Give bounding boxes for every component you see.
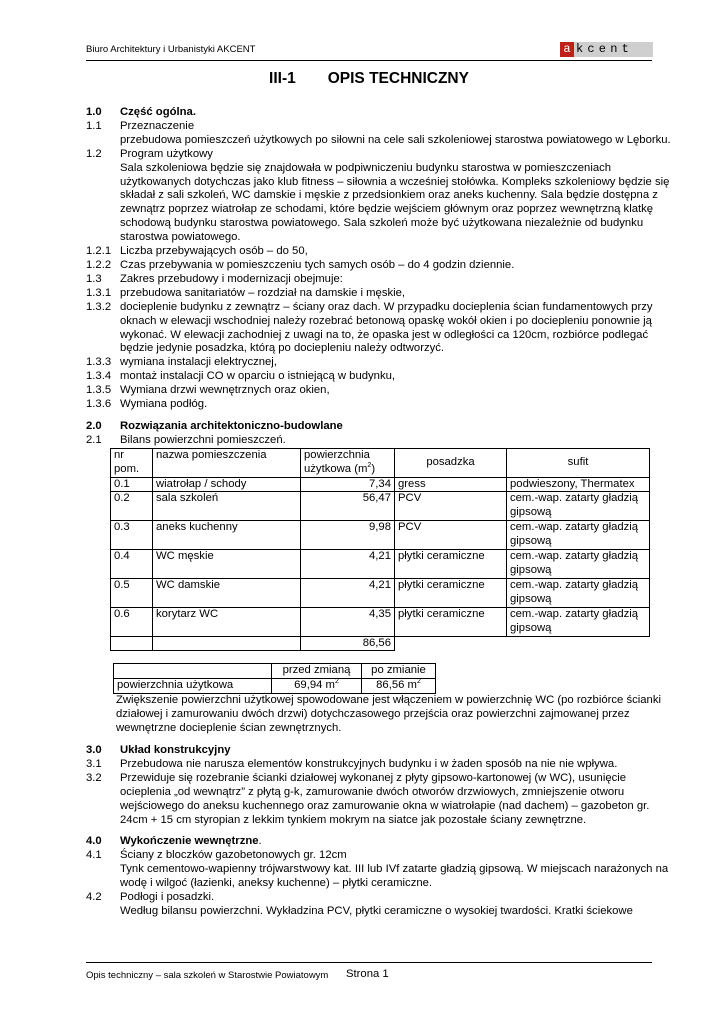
usable-area-comparison-table <box>113 663 436 694</box>
item-1-3-1 <box>86 287 674 301</box>
section-title: Wykończenie wewnętrzne <box>120 835 259 848</box>
header-room-name: nazwa pomieszczenia <box>153 448 301 477</box>
cell-nr: 0.3 <box>111 521 153 550</box>
header-floor: posadzka <box>395 448 507 477</box>
cell-nr: 0.5 <box>111 578 153 607</box>
section-title: Część ogólna. <box>120 106 196 118</box>
item-number: 1.3.6 <box>86 398 112 411</box>
item-text: Czas przebywania w pomieszczeniu tych samych osób – do 4 godzin dziennie. <box>120 258 515 271</box>
cell-area-after <box>362 679 436 694</box>
cell-floor: PCV <box>395 492 507 521</box>
header-ceiling: sufit <box>507 448 650 477</box>
item-4-2-text: Według bilansu powierzchni. Wykładzina PCV, płytki ceramiczne o wysokiej twardości. Kratki ściekowe <box>120 904 633 917</box>
item-3-2 <box>86 772 674 828</box>
cell-empty <box>153 636 301 651</box>
item-number: 1.3.2 <box>86 300 112 313</box>
footer-page-number: Strona 1 <box>346 968 389 980</box>
item-3-1 <box>86 758 674 772</box>
section-number: 2.0 <box>86 419 102 432</box>
title-number: III-1 <box>269 70 296 87</box>
item-number: 1.2 <box>86 147 102 160</box>
cell-ceiling: cem.-wap. zatarty gładzią gipsową <box>507 521 650 550</box>
item-text: Przewiduje się rozebranie ścianki działowej wykonanej z płyty gipsowo-kartonowej (w WC), usunięcie ocieplenia „od wewnątrz” z płytą g-k, zamurowanie dwóch otworów drzwiowych, zmniejszenie otworu wejściowego do aneksu kuchennego oraz zamurowanie okna w wiatrołapie (nad dachem) – gazobeton gr. 24cm + 15 cm styropian z lekkim tynkiem mokrym na siatce jak pozostałe ściany zewnętrzne. <box>120 771 650 826</box>
header-nr: nr pom. <box>111 448 153 477</box>
table-total-row <box>111 636 650 651</box>
item-number: 1.3 <box>86 272 102 285</box>
cell-floor: płytki ceramiczne <box>395 550 507 579</box>
item-title: Ściany z bloczków gazobetonowych gr. 12cm <box>120 849 347 862</box>
area-after-sup: 2 <box>416 678 421 686</box>
item-1-1 <box>86 120 674 134</box>
item-title: Przeznaczenie <box>120 119 195 132</box>
section-4-heading <box>86 835 674 849</box>
item-2-1 <box>86 434 674 448</box>
header-area <box>301 448 395 477</box>
cell-room-name: aneks kuchenny <box>153 521 301 550</box>
item-number: 1.2.2 <box>86 258 112 271</box>
section-3-heading <box>86 744 674 758</box>
item-4-1 <box>86 849 674 863</box>
item-1-3-4 <box>86 370 674 384</box>
item-1-2-2 <box>86 259 674 273</box>
item-number: 1.3.1 <box>86 286 112 299</box>
item-1-3-6 <box>86 398 674 412</box>
area-change-note: Zwiększenie powierzchni użytkowej spowodowane jest włączeniem w powierzchnię WC (po rozbiórce ścianki działowej i zamurowaniu dwóch drzwi) dotychczasowego przejścia oraz powierzchni zajmowanej przez wewnętrzne docieplenie ścian zewnętrznych. <box>116 694 661 735</box>
document-body <box>86 106 674 919</box>
item-1-2-text: Sala szkoleniowa będzie się znajdowała w podpiwniczeniu budynku starostwa w pomieszczeniach użytkowanych dotychczas jako klub fitness – siłownia a wcześniej stołówka. Kompleks szkoleniowy będzie się składał z sali szkoleń, WC damskie i męskie z przedsionkiem oraz aneks kuchenny. Sala będzie dostępna z zewnątrz poprzez wiatrołap ze schodami, które będzie wejściem głównym oraz poprzez wewnętrzną klatkę schodową budynku starostwa powiatowego. Sala szkoleń może być użytkowana niezależnie od budynku starostwa powiatowego. <box>120 161 670 244</box>
cell-total-area: 86,56 <box>301 636 395 651</box>
cell-floor: PCV <box>395 521 507 550</box>
section-title: Rozwiązania architektoniczno-budowlane <box>120 419 343 432</box>
footer-rule <box>86 962 652 963</box>
item-text: Przebudowa nie narusza elementów konstrukcyjnych budynku i w żaden sposób na nie nie wpływa. <box>120 757 618 770</box>
cell-room-name: WC damskie <box>153 578 301 607</box>
item-text: montaż instalacji CO w oparciu o istniejącą w budynku, <box>120 370 396 383</box>
header-area-end: ) <box>371 462 376 475</box>
item-text: wymiana instalacji elektrycznej, <box>120 356 277 369</box>
item-1-3-5 <box>86 384 674 398</box>
item-number: 2.1 <box>86 433 102 446</box>
table-row <box>111 607 650 636</box>
header-area-sup: 2 <box>367 461 372 469</box>
item-text: docieplenie budynku z zewnątrz – ściany oraz dach. W przypadku docieplenia ścian fundamentowych przy oknach w elewacji wschodniej należy rozebrać betonową opaskę wokół okien i po dociepleniu ponownie ją wykonać. W elewacji zachodniej z uwagi na to, że opaska jest w odległości ca 120cm, rozbiórce podlegać będzie jedynie posadzka, którą po dociepleniu należy odtworzyć. <box>120 300 653 355</box>
cell-empty <box>111 636 153 651</box>
cell-ceiling: cem.-wap. zatarty gładzią gipsową <box>507 578 650 607</box>
table-row <box>111 477 650 492</box>
header-after-change: po zmianie <box>362 664 436 679</box>
cell-floor: gress <box>395 477 507 492</box>
cell-ceiling: cem.-wap. zatarty gładzią gipsową <box>507 550 650 579</box>
item-1-2 <box>86 148 674 162</box>
item-text: Bilans powierzchni pomieszczeń. <box>120 433 286 446</box>
header-rule <box>86 60 652 61</box>
item-number: 3.1 <box>86 757 102 770</box>
cell-area: 4,35 <box>301 607 395 636</box>
cell-room-name: WC męskie <box>153 550 301 579</box>
item-number: 1.3.3 <box>86 356 112 369</box>
cell-area: 9,98 <box>301 521 395 550</box>
area-before-value: 69,94 m <box>294 679 335 692</box>
cell-usable-area-label: powierzchnia użytkowa <box>114 679 272 694</box>
cell-area: 4,21 <box>301 550 395 579</box>
table-row <box>111 492 650 521</box>
cell-nr: 0.6 <box>111 607 153 636</box>
header-before-change: przed zmianą <box>272 664 362 679</box>
item-number: 4.1 <box>86 849 102 862</box>
cell-ceiling: cem.-wap. zatarty gładzią gipsową <box>507 492 650 521</box>
table-header-row <box>111 448 650 477</box>
item-1-2-1 <box>86 245 674 259</box>
comparison-row <box>114 679 436 694</box>
item-text: przebudowa sanitariatów – rozdział na damskie i męskie, <box>120 286 406 299</box>
item-title: Program użytkowy <box>120 147 213 160</box>
cell-area-before <box>272 679 362 694</box>
cell-ceiling: podwieszony, Thermatex <box>507 477 650 492</box>
cell-floor: płytki ceramiczne <box>395 578 507 607</box>
cell-area: 56,47 <box>301 492 395 521</box>
header-org-name: Biuro Architektury i Urbanistyki AKCENT <box>86 44 256 55</box>
section-1-heading <box>86 106 674 120</box>
item-4-1-text: Tynk cementowo-wapienny trójwarstwowy kat. III lub IVf zatarte gładzią gipsową. W miejscach narażonych na wodę i wilgoć (łazienki, aneksy kuchenne) – płytki ceramiczne. <box>120 863 669 890</box>
section-2-heading <box>86 420 674 434</box>
page-title <box>86 70 652 88</box>
cell-nr: 0.2 <box>111 492 153 521</box>
title-text: OPIS TECHNICZNY <box>327 70 469 87</box>
cell-area: 4,21 <box>301 578 395 607</box>
cell-floor: płytki ceramiczne <box>395 607 507 636</box>
item-1-1-text: przebudowa pomieszczeń użytkowych po siłowni na cele sali szkoleniowej starostwa powiatowego w Lęborku. <box>120 133 671 146</box>
item-text: Liczba przebywających osób – do 50, <box>120 245 308 258</box>
footer-document-title: Opis techniczny – sala szkoleń w Starostwie Powiatowym <box>86 970 329 981</box>
cell-room-name: wiatrołap / schody <box>153 477 301 492</box>
item-title: Podłogi i posadzki. <box>120 891 215 904</box>
item-number: 3.2 <box>86 771 102 784</box>
header-area-text: powierzchnia użytkowa (m <box>304 448 370 475</box>
cell-area: 7,34 <box>301 477 395 492</box>
item-1-3-3 <box>86 356 674 370</box>
item-1-3 <box>86 273 674 287</box>
item-number: 1.3.5 <box>86 384 112 397</box>
cell-room-name: korytarz WC <box>153 607 301 636</box>
section-number: 3.0 <box>86 743 102 756</box>
item-text: Wymiana podłóg. <box>120 398 208 411</box>
item-1-3-2 <box>86 301 674 357</box>
logo-letters: kcent <box>574 42 653 57</box>
cell-empty <box>114 664 272 679</box>
comparison-header-row <box>114 664 436 679</box>
room-area-table <box>110 448 650 652</box>
section-number: 4.0 <box>86 835 102 848</box>
table-row <box>111 521 650 550</box>
area-before-sup: 2 <box>334 678 339 686</box>
section-number: 1.0 <box>86 106 102 118</box>
akcent-logo <box>560 42 653 57</box>
table-row <box>111 578 650 607</box>
item-number: 1.3.4 <box>86 370 112 383</box>
item-4-2 <box>86 891 674 905</box>
item-text: Zakres przebudowy i modernizacji obejmuje: <box>120 272 343 285</box>
logo-letter-a: a <box>560 42 574 57</box>
item-number: 1.1 <box>86 119 102 132</box>
section-title: Układ konstrukcyjny <box>120 743 231 756</box>
area-after-value: 86,56 m <box>376 679 417 692</box>
cell-ceiling: cem.-wap. zatarty gładzią gipsową <box>507 607 650 636</box>
item-number: 4.2 <box>86 891 102 904</box>
cell-nr: 0.1 <box>111 477 153 492</box>
cell-room-name: sala szkoleń <box>153 492 301 521</box>
item-text: Wymiana drzwi wewnętrznych oraz okien, <box>120 384 330 397</box>
section-title-end: . <box>258 835 262 848</box>
item-number: 1.2.1 <box>86 245 112 258</box>
cell-nr: 0.4 <box>111 550 153 579</box>
table-row <box>111 550 650 579</box>
